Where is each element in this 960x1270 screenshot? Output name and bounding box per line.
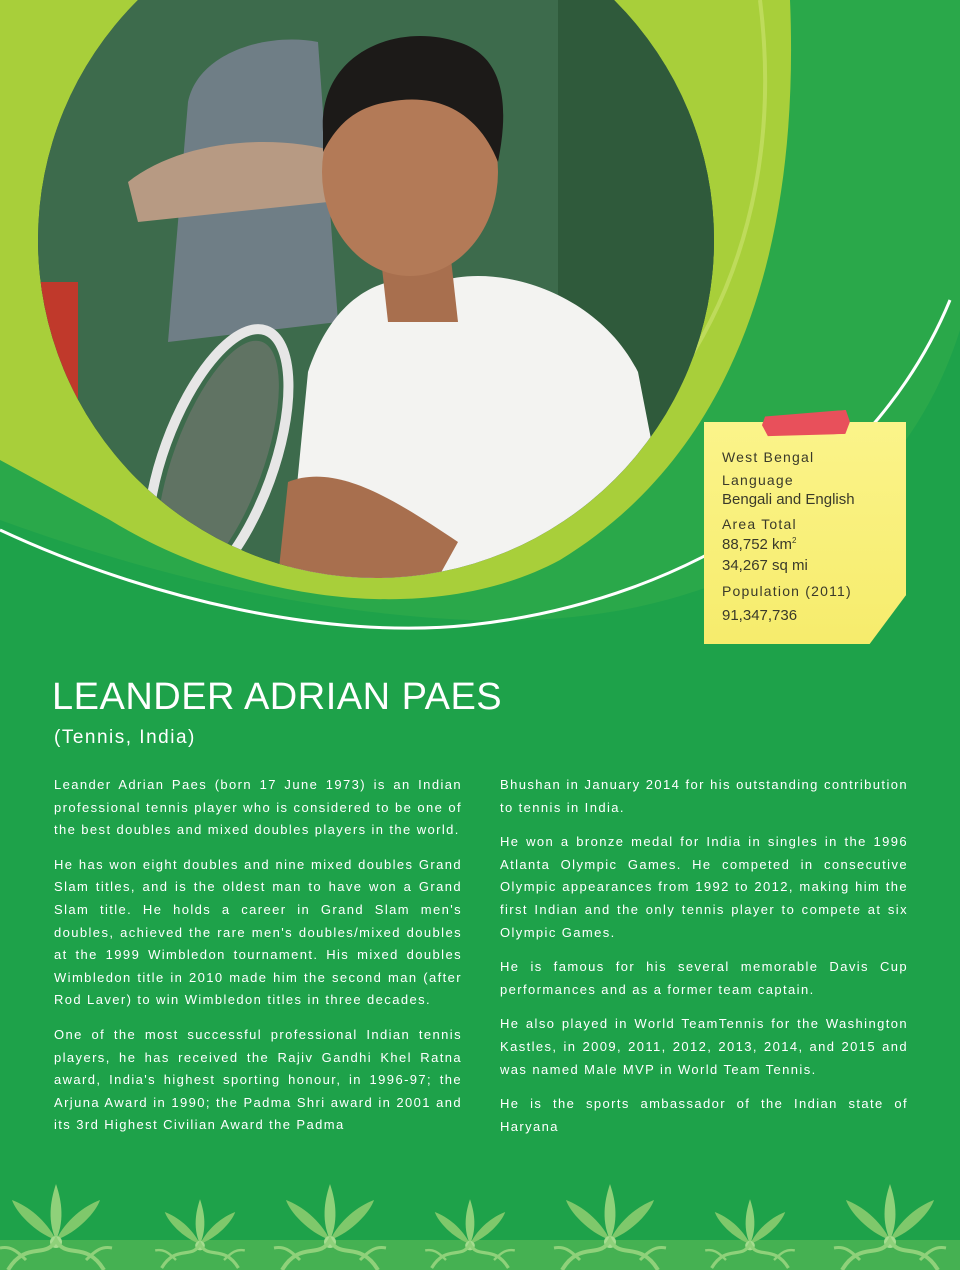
population-value: 91,347,736 [722, 607, 798, 624]
population-label: Population (2011) [722, 583, 852, 599]
area-km-superscript: 2 [792, 536, 797, 545]
area-km-value: 88,752 km [722, 536, 793, 553]
area-km [722, 536, 797, 553]
language-label: Language [722, 472, 794, 488]
floral-border-decoration [0, 1170, 960, 1270]
paragraph: Leander Adrian Paes (born 17 June 1973) is an Indian professional tennis player who is considered to be one of the best doubles and mixed doubles players in the world. [54, 777, 462, 838]
paragraph: He is the sports ambassador of the Indian state of Haryana [500, 1096, 908, 1134]
page-title: LEANDER ADRIAN PAES [52, 676, 503, 718]
paragraph: One of the most successful professional Indian tennis players, he has received the Rajiv Gandhi Khel Ratna award, India's highest sporting honour, in 1996-97; the Arjuna Award in 1990; the Padma Shri award in 2001 and its 3rd Highest Civilian Award the Padma [54, 1026, 462, 1133]
body-column-left [54, 774, 462, 1149]
area-mi: 34,267 sq mi [722, 557, 808, 574]
paragraph: He has won eight doubles and nine mixed doubles Grand Slam titles, and is the oldest man to have won a Grand Slam title. He holds a career in Grand Slam men's doubles, achieved the rare men's doubles/mixed doubles at the 1999 Wimbledon tournament. His mixed doubles Wimbledon title in 2010 made him the second man (after Rod Laver) to win Wimbledon titles in three decades. [54, 856, 462, 1008]
area-label: Area Total [722, 516, 797, 532]
state-name: West Bengal [722, 449, 815, 465]
page-subtitle: (Tennis, India) [54, 727, 196, 748]
body-column-right [500, 774, 908, 1150]
paragraph: He is famous for his several memorable Davis Cup performances and as a former team captain. [500, 959, 908, 997]
paragraph: Bhushan in January 2014 for his outstanding contribution to tennis in India. [500, 777, 908, 815]
paragraph: He won a bronze medal for India in singles in the 1996 Atlanta Olympic Games. He competed in consecutive Olympic appearances from 1992 to 2012, making him the first Indian and the only tennis player to compete at six Olympic Games. [500, 834, 908, 940]
language-value: Bengali and English [722, 491, 855, 508]
paragraph: He also played in World TeamTennis for the Washington Kastles, in 2009, 2011, 2012, 2013, 2014, and 2015 and was named Male MVP in World Team Tennis. [500, 1016, 908, 1077]
